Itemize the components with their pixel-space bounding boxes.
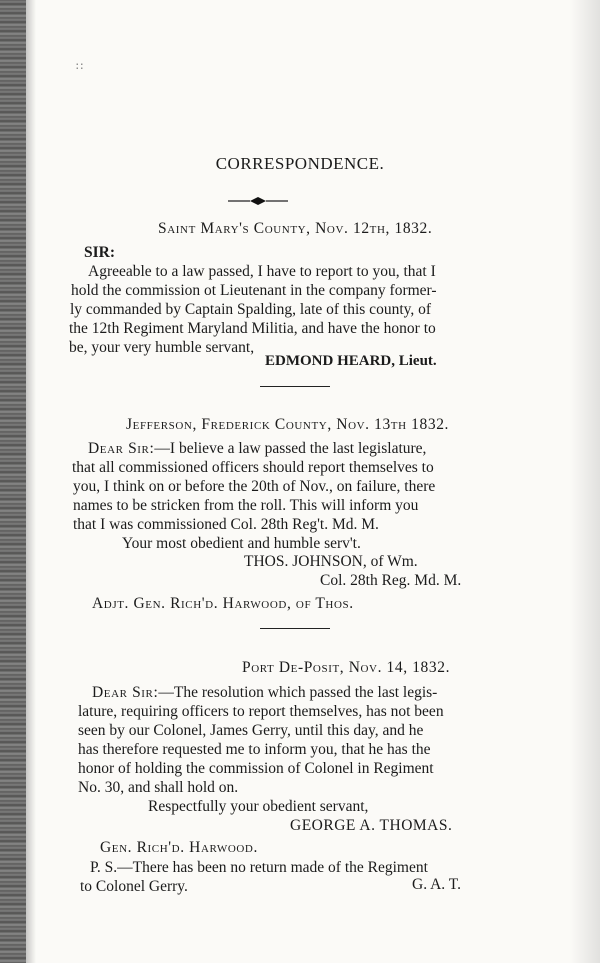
letter-3-addressee: Gen. Rich'd. Harwood. <box>100 839 258 856</box>
corner-mark: ∷ <box>76 61 84 73</box>
page-heading: CORRESPONDENCE. <box>215 154 385 173</box>
page-edge <box>570 0 600 963</box>
letter-3-postscript-line: to Colonel Gerry. <box>80 878 188 895</box>
letter-1-body-line: ly commanded by Captain Spalding, late of this county, of <box>70 301 432 318</box>
letter-3-dateline: Port De-Posit, Nov. 14, 1832. <box>242 659 451 676</box>
letter-2-body-line: that I was commissioned Col. 28th Reg't. Md. M. <box>73 516 379 533</box>
letter-1-dateline: Saint Mary's County, Nov. 12th, 1832. <box>158 220 433 237</box>
letter-3-body-line: —The resolution which passed the last legis- <box>158 684 438 701</box>
ornament-divider-icon <box>228 194 288 208</box>
letter-3-salutation: Dear Sir: <box>92 684 159 701</box>
letter-2-signature: THOS. JOHNSON, of Wm. <box>244 553 418 570</box>
section-rule <box>260 628 330 629</box>
letter-2-title: Col. 28th Reg. Md. M. <box>320 572 462 589</box>
letter-1-signature: EDMOND HEARD, Lieut. <box>265 353 437 369</box>
letter-1-body-line: the 12th Regiment Maryland Militia, and have the honor to <box>69 320 436 337</box>
letter-2-dateline <box>126 415 449 435</box>
binding-gutter <box>0 0 26 963</box>
letter-3-body-line: No. 30, and shall hold on. <box>78 779 239 796</box>
letter-2-body-line: names to be stricken from the roll. This will inform you <box>73 497 419 514</box>
letter-2-dateline-text: Jefferson, Frederick County, Nov. 13th 1832. <box>126 416 450 433</box>
letter-1-body-line: be, your very humble servant, <box>69 339 255 356</box>
letter-1-salutation: SIR: <box>84 244 116 261</box>
letter-2-first-line <box>88 439 426 459</box>
letter-2-body-line: —I believe a law passed the last legislature, <box>154 440 427 457</box>
letter-3-body-line: seen by our Colonel, James Gerry, until this day, and he <box>78 722 424 739</box>
letter-3-postscript-line: P. S.—There has been no return made of the Regiment <box>90 859 428 876</box>
letter-2-salutation: Dear Sir: <box>88 440 155 457</box>
section-rule <box>260 386 330 387</box>
letter-1-body-line: Agreeable to a law passed, I have to report to you, that I <box>88 263 436 280</box>
letter-2-body-line: that all commissioned officers should report themselves to <box>72 459 434 476</box>
letter-3-ps-initials: G. A. T. <box>412 876 461 893</box>
letter-2-body-line: you, I think on or before the 20th of Nov., on failure, there <box>73 478 436 495</box>
letter-3-closing: Respectfully your obedient servant, <box>148 798 369 815</box>
letter-2-addressee: Adjt. Gen. Rich'd. Harwood, of Thos. <box>92 595 354 612</box>
letter-3-body-line: honor of holding the commission of Colonel in Regiment <box>78 760 434 777</box>
letter-1-body-line: hold the commission ot Lieutenant in the company former- <box>71 282 437 299</box>
letter-2-closing: Your most obedient and humble serv't. <box>122 535 361 552</box>
letter-3-signature: GEORGE A. THOMAS. <box>290 817 453 834</box>
letter-3-body-line: lature, requiring officers to report themselves, has not been <box>78 703 444 720</box>
letter-3-first-line <box>92 683 437 703</box>
letter-3-body-line: has therefore requested me to inform you, that he has the <box>78 741 431 758</box>
